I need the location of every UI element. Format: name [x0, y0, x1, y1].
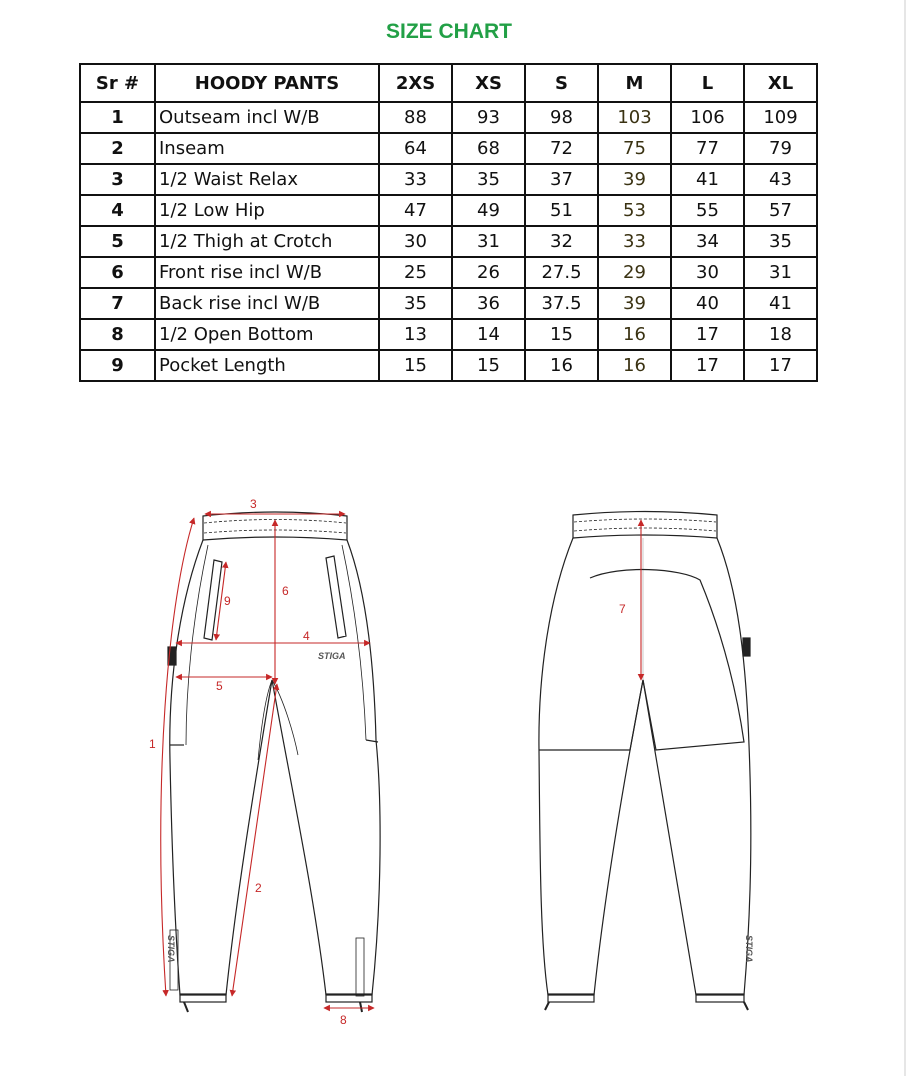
value-l: 17	[671, 350, 744, 381]
row-number: 1	[80, 102, 155, 133]
label-1: 1	[149, 737, 156, 751]
measurement-name: Pocket Length	[155, 350, 379, 381]
value-l: 55	[671, 195, 744, 226]
pocket-right	[326, 556, 346, 638]
row-number: 6	[80, 257, 155, 288]
measurement-name: 1/2 Low Hip	[155, 195, 379, 226]
value-xs: 31	[452, 226, 525, 257]
back-view-drawing	[539, 512, 751, 1011]
value-xs: 49	[452, 195, 525, 226]
value-xl: 57	[744, 195, 817, 226]
value-m: 39	[598, 164, 671, 195]
header-hoody-pants: HOODY PANTS	[155, 64, 379, 102]
value-2xs: 35	[379, 288, 452, 319]
row-number: 5	[80, 226, 155, 257]
value-xs: 35	[452, 164, 525, 195]
value-s: 37.5	[525, 288, 598, 319]
side-tab-back	[743, 638, 750, 656]
value-2xs: 88	[379, 102, 452, 133]
label-7: 7	[619, 602, 626, 616]
label-6: 6	[282, 584, 289, 598]
value-s: 98	[525, 102, 598, 133]
value-s: 37	[525, 164, 598, 195]
measurement-name: Back rise incl W/B	[155, 288, 379, 319]
value-xs: 36	[452, 288, 525, 319]
value-s: 32	[525, 226, 598, 257]
value-m: 29	[598, 257, 671, 288]
label-5: 5	[216, 679, 223, 693]
header-size-m: M	[598, 64, 671, 102]
value-xs: 68	[452, 133, 525, 164]
value-l: 30	[671, 257, 744, 288]
value-l: 17	[671, 319, 744, 350]
value-l: 41	[671, 164, 744, 195]
value-l: 106	[671, 102, 744, 133]
header-size-xl: XL	[744, 64, 817, 102]
value-xl: 43	[744, 164, 817, 195]
value-m: 53	[598, 195, 671, 226]
header-size-2xs: 2XS	[379, 64, 452, 102]
value-2xs: 30	[379, 226, 452, 257]
value-l: 40	[671, 288, 744, 319]
measurement-name: 1/2 Thigh at Crotch	[155, 226, 379, 257]
row-number: 7	[80, 288, 155, 319]
measurement-name: 1/2 Waist Relax	[155, 164, 379, 195]
value-xl: 79	[744, 133, 817, 164]
row-number: 4	[80, 195, 155, 226]
header-size-l: L	[671, 64, 744, 102]
value-2xs: 15	[379, 350, 452, 381]
value-xl: 35	[744, 226, 817, 257]
measurement-lines-front	[161, 514, 374, 1008]
label-8: 8	[340, 1013, 347, 1027]
value-s: 27.5	[525, 257, 598, 288]
measurement-name: Outseam incl W/B	[155, 102, 379, 133]
value-s: 16	[525, 350, 598, 381]
measurement-name: Inseam	[155, 133, 379, 164]
label-3: 3	[250, 497, 257, 511]
value-m: 75	[598, 133, 671, 164]
back-leg-logo: STIGA	[744, 935, 754, 963]
value-s: 72	[525, 133, 598, 164]
page-title: SIZE CHART	[386, 20, 512, 43]
row-number: 9	[80, 350, 155, 381]
value-xl: 18	[744, 319, 817, 350]
header-size-s: S	[525, 64, 598, 102]
value-xl: 109	[744, 102, 817, 133]
zip-right	[356, 938, 364, 996]
waistband-back	[573, 512, 717, 539]
measure-2-line	[232, 684, 277, 996]
value-m: 103	[598, 102, 671, 133]
value-m: 16	[598, 319, 671, 350]
header-sr: Sr #	[80, 64, 155, 102]
front-logo: STIGA	[318, 651, 346, 661]
value-xs: 93	[452, 102, 525, 133]
label-2: 2	[255, 881, 262, 895]
value-m: 16	[598, 350, 671, 381]
value-xl: 17	[744, 350, 817, 381]
front-view-drawing	[168, 512, 380, 1012]
value-2xs: 13	[379, 319, 452, 350]
label-9: 9	[224, 594, 231, 608]
value-s: 51	[525, 195, 598, 226]
value-l: 34	[671, 226, 744, 257]
value-m: 39	[598, 288, 671, 319]
value-l: 77	[671, 133, 744, 164]
value-2xs: 33	[379, 164, 452, 195]
value-xs: 15	[452, 350, 525, 381]
value-xs: 26	[452, 257, 525, 288]
label-4: 4	[303, 629, 310, 643]
pocket-left	[204, 560, 222, 640]
measurement-name: Front rise incl W/B	[155, 257, 379, 288]
value-2xs: 47	[379, 195, 452, 226]
value-xs: 14	[452, 319, 525, 350]
measurement-name: 1/2 Open Bottom	[155, 319, 379, 350]
pants-outline-back	[539, 538, 751, 995]
value-2xs: 64	[379, 133, 452, 164]
header-size-xs: XS	[452, 64, 525, 102]
value-s: 15	[525, 319, 598, 350]
value-2xs: 25	[379, 257, 452, 288]
page-edge	[904, 0, 906, 1076]
row-number: 2	[80, 133, 155, 164]
front-leg-logo: STIGA	[166, 935, 176, 963]
measure-1-line	[161, 518, 194, 996]
value-xl: 41	[744, 288, 817, 319]
value-m: 33	[598, 226, 671, 257]
value-xl: 31	[744, 257, 817, 288]
row-number: 8	[80, 319, 155, 350]
row-number: 3	[80, 164, 155, 195]
